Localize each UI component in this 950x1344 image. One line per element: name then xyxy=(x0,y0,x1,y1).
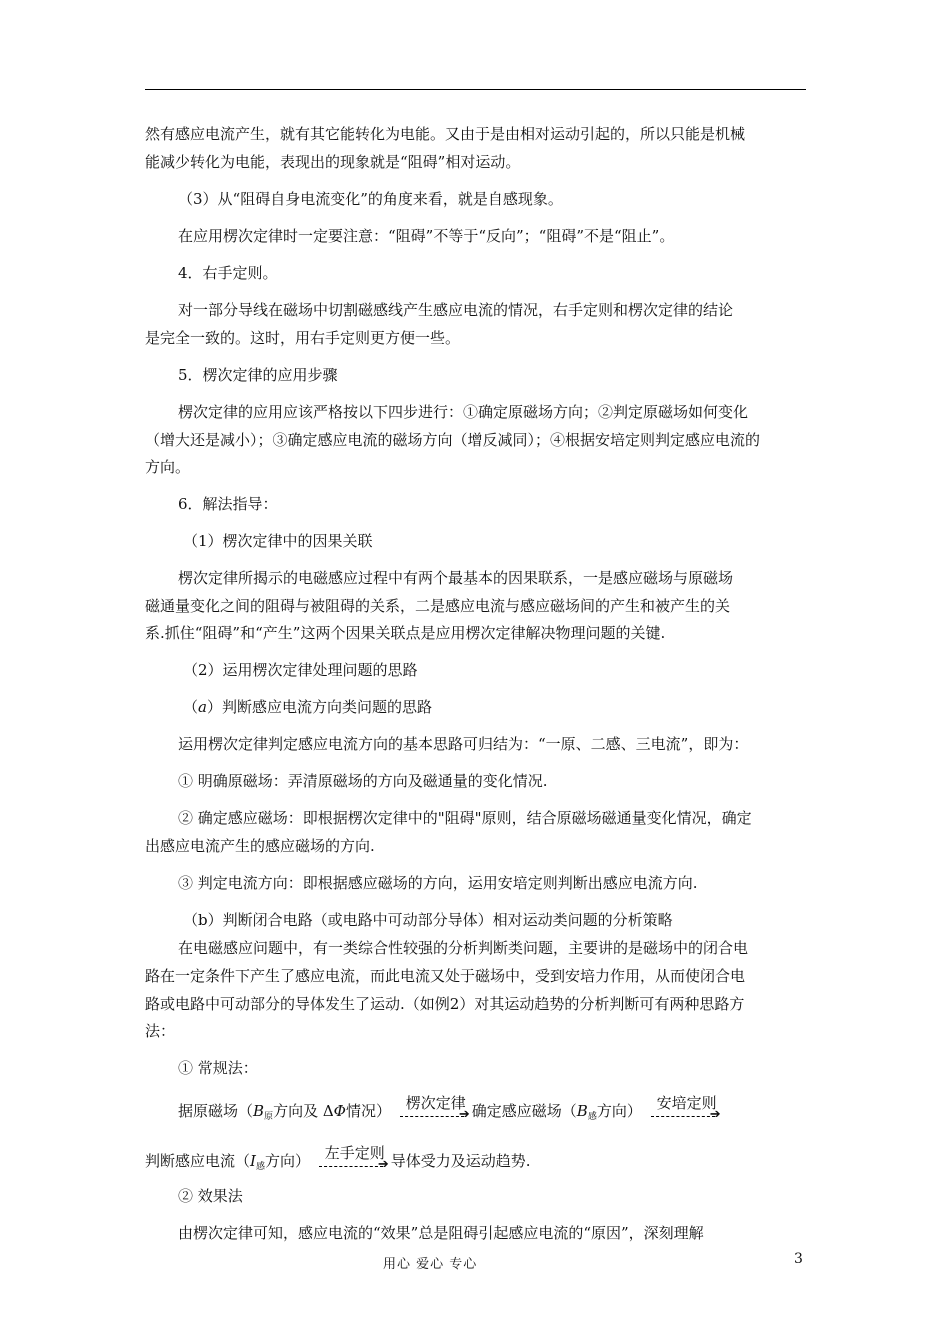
step-3: ③ 判定电流方向：即根据感应磁场的方向，运用安培定则判断出感应电流方向. xyxy=(178,874,698,892)
text-line: 路或电路中可动部分的导体发生了运动.（如例2）对其运动趋势的分析判断可有两种思路方 xyxy=(145,995,745,1013)
text-line: 出感应电流产生的感应磁场的方向. xyxy=(145,837,375,855)
subheading-causality: （1）楞次定律中的因果关联 xyxy=(183,532,373,550)
method-conventional: ① 常规法： xyxy=(178,1059,258,1077)
text-line: 是完全一致的。这时，用右手定则更方便一些。 xyxy=(145,329,461,347)
header-rule xyxy=(145,89,806,90)
subheading-b: （b）判断闭合电路（或电路中可动部分导体）相对运动类问题的分析策略 xyxy=(183,911,673,929)
text-line: 由楞次定律可知，感应电流的“效果”总是阻碍引起感应电流的“原因”，深刻理解 xyxy=(178,1224,704,1242)
arrow-lenz-law: 楞次定律 ➔ xyxy=(398,1097,470,1125)
method-effect: ② 效果法 xyxy=(178,1187,243,1205)
text-line: 然有感应电流产生，就有其它能转化为电能。又由于是由相对运动引起的，所以只能是机械 xyxy=(145,125,746,143)
footer-slogan: 用心 爱心 专心 xyxy=(383,1257,478,1272)
text-line: 方向。 xyxy=(145,458,191,476)
text-line: 磁通量变化之间的阻碍与被阻碍的关系，二是感应电流与感应磁场间的产生和被产生的关 xyxy=(145,597,731,615)
text-line: 楞次定律的应用应该严格按以下四步进行：①确定原磁场方向；②判定原磁场如何变化 xyxy=(178,403,749,421)
text-line: 路在一定条件下产生了感应电流，而此电流又处于磁场中，受到安培力作用，从而使闭合电 xyxy=(145,967,746,985)
text-line: 楞次定律所揭示的电磁感应过程中有两个最基本的因果联系，一是感应磁场与原磁场 xyxy=(178,569,734,587)
text-line: 能减少转化为电能，表现出的现象就是“阻碍”相对运动。 xyxy=(145,153,521,171)
step-2: ② 确定感应磁场：即根据楞次定律中的"阻碍"原则，结合原磁场磁通量变化情况，确定 xyxy=(178,809,752,827)
text-line: 运用楞次定律判定感应电流方向的基本思路可归结为：“一原、二感、三电流”，即为： xyxy=(178,735,749,753)
step-1: ① 明确原磁场：弄清原磁场的方向及磁通量的变化情况. xyxy=(178,772,548,790)
text-line: （3）从“阻碍自身电流变化”的角度来看，就是自感现象。 xyxy=(178,190,563,208)
text-line: 在电磁感应问题中，有一类综合性较强的分析判断类问题，主要讲的是磁场中的闭合电 xyxy=(178,939,749,957)
text-line: 法： xyxy=(145,1022,176,1040)
arrow-left-hand-rule: 左手定则 ➔ xyxy=(317,1147,389,1175)
text-line: 系.抓住“阻碍”和“产生”这两个因果关联点是应用楞次定律解决物理问题的关键. xyxy=(145,624,666,642)
arrow-ampere-rule: 安培定则 ➔ xyxy=(649,1097,721,1125)
heading-solution-guide: 6．解法指导： xyxy=(178,495,278,513)
text-line: 在应用楞次定律时一定要注意：“阻碍”不等于“反向”；“阻碍”不是“阻止”。 xyxy=(178,227,675,245)
flow-line-2: 判断感应电流（$I_感$方向） 左手定则 ➔ 导体受力及运动趋势. xyxy=(145,1147,806,1178)
heading-application-steps: 5．楞次定律的应用步骤 xyxy=(178,366,338,384)
page-number: 3 xyxy=(794,1251,803,1267)
text-line: 对一部分导线在磁场中切割磁感线产生感应电流的情况，右手定则和楞次定律的结论 xyxy=(178,301,734,319)
flow-line-1: 据原磁场（$B_原$方向及 ΔΦ情况） 楞次定律 ➔ 确定感应磁场（$B_感$方向） 安培定则 ➔ xyxy=(178,1097,839,1128)
heading-right-hand-rule: 4．右手定则。 xyxy=(178,264,278,282)
text-line: （增大还是减小）；③确定感应电流的磁场方向（增反减同）；④根据安培定则判定感应电流的 xyxy=(145,431,761,449)
subheading-a: （a）判断感应电流方向类问题的思路 xyxy=(183,698,432,716)
subheading-approach: （2）运用楞次定律处理问题的思路 xyxy=(183,661,418,679)
